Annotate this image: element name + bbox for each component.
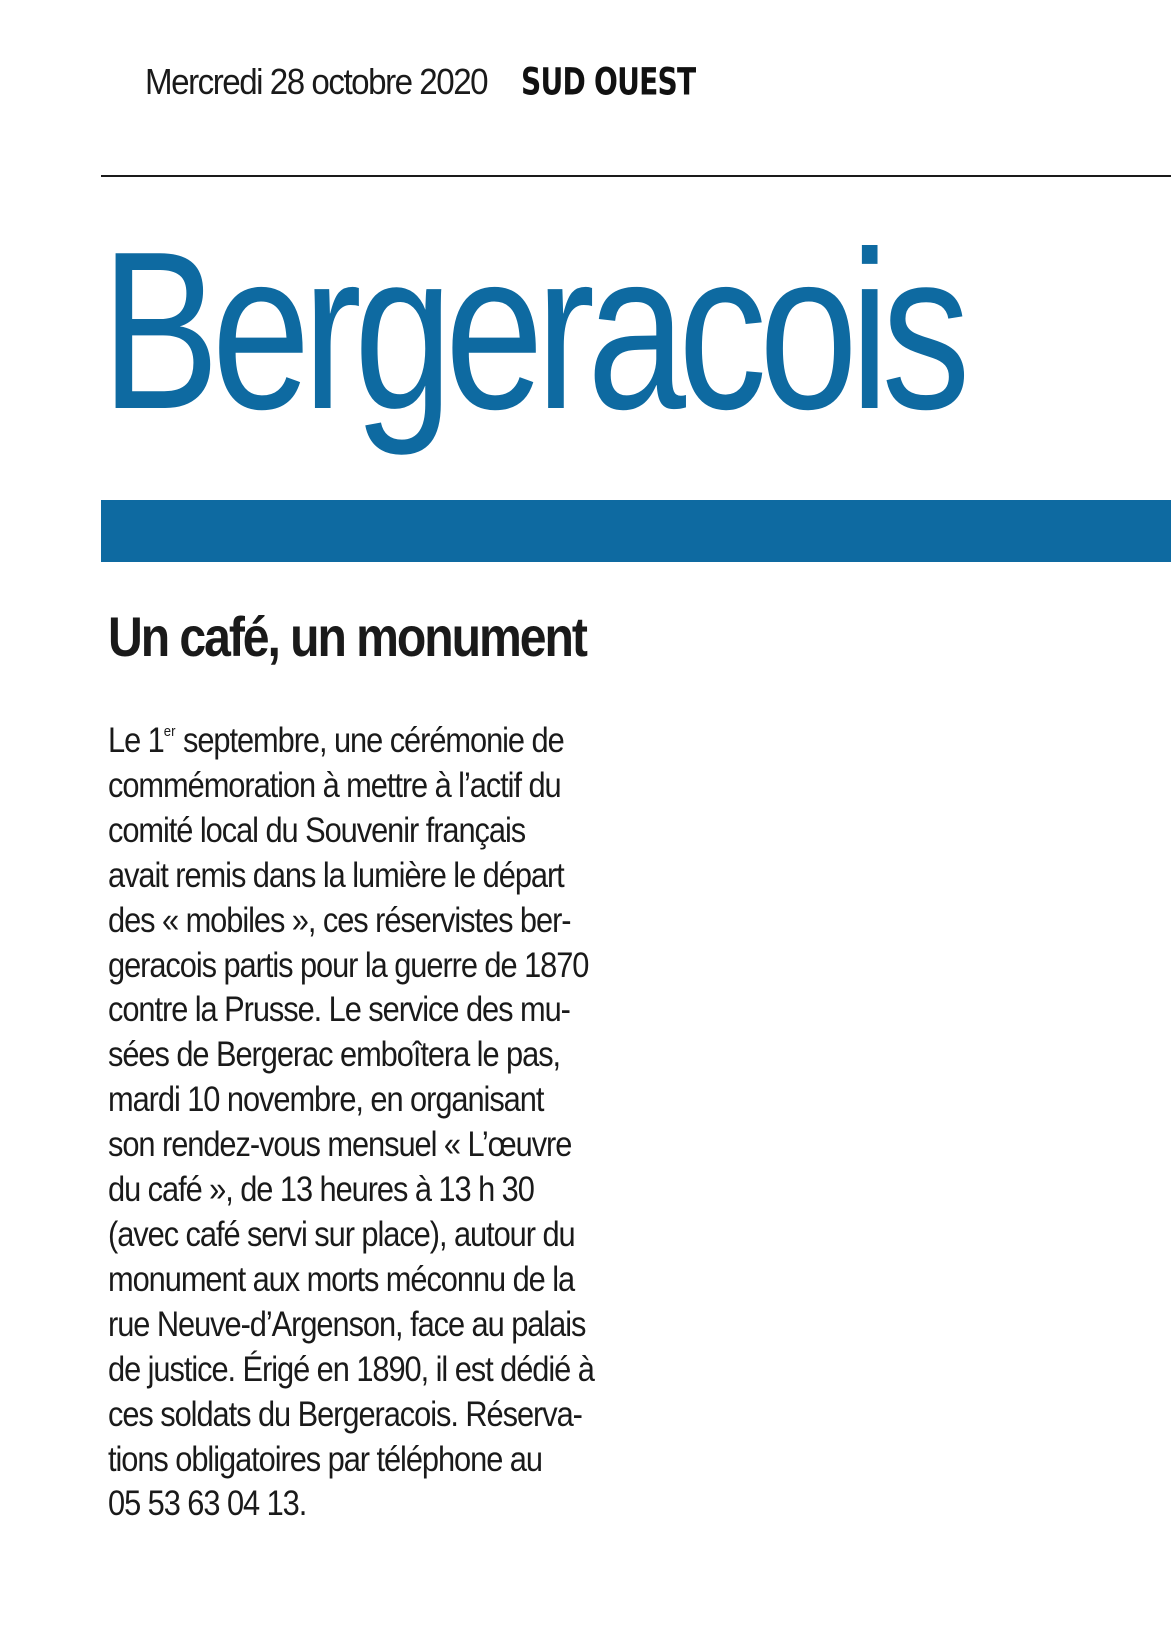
article-line: du café », de 13 heures à 13 h 30	[108, 1170, 534, 1210]
article-line: contre la Prusse. Le service des mu-	[108, 990, 570, 1030]
article-line: ces soldats du Bergeracois. Réserva-	[108, 1394, 582, 1434]
article-line: sées de Bergerac emboîtera le pas,	[108, 1035, 561, 1075]
article-body	[108, 710, 668, 1527]
page-header	[145, 56, 744, 108]
ordinal-superscript: er	[163, 723, 176, 740]
article-line: 05 53 63 04 13.	[108, 1484, 307, 1524]
article-line: des « mobiles », ces réservistes ber-	[108, 900, 571, 940]
article-headline: Un café, un monument	[108, 605, 586, 668]
article-line: son rendez-vous mensuel « L’œuvre	[108, 1125, 572, 1165]
first-line-suffix: septembre, une cérémonie de	[175, 721, 564, 760]
first-line-prefix: Le 1	[108, 721, 164, 760]
article-line: comité local du Souvenir français	[108, 810, 526, 850]
article-line: commémoration à mettre à l’actif du	[108, 765, 561, 805]
section-title: Bergeracois	[101, 204, 963, 456]
publication-date: Mercredi 28 octobre 2020	[145, 61, 488, 102]
publication-logo: SUD OUEST	[520, 60, 696, 104]
article-line: rue Neuve-d’Argenson, face au palais	[108, 1304, 586, 1344]
section-color-bar	[101, 500, 1171, 562]
header-divider	[101, 175, 1171, 177]
article-line: (avec café servi sur place), autour du	[108, 1214, 575, 1254]
article-line: de justice. Érigé en 1890, il est dédié à	[108, 1349, 594, 1389]
article-line	[108, 710, 601, 764]
article-line: monument aux morts méconnu de la	[108, 1259, 575, 1299]
article-line: mardi 10 novembre, en organisant	[108, 1080, 544, 1120]
article-line: geracois partis pour la guerre de 1870	[108, 945, 589, 985]
article-line: avait remis dans la lumière le départ	[108, 855, 564, 895]
article-line: tions obligatoires par téléphone au	[108, 1439, 542, 1479]
